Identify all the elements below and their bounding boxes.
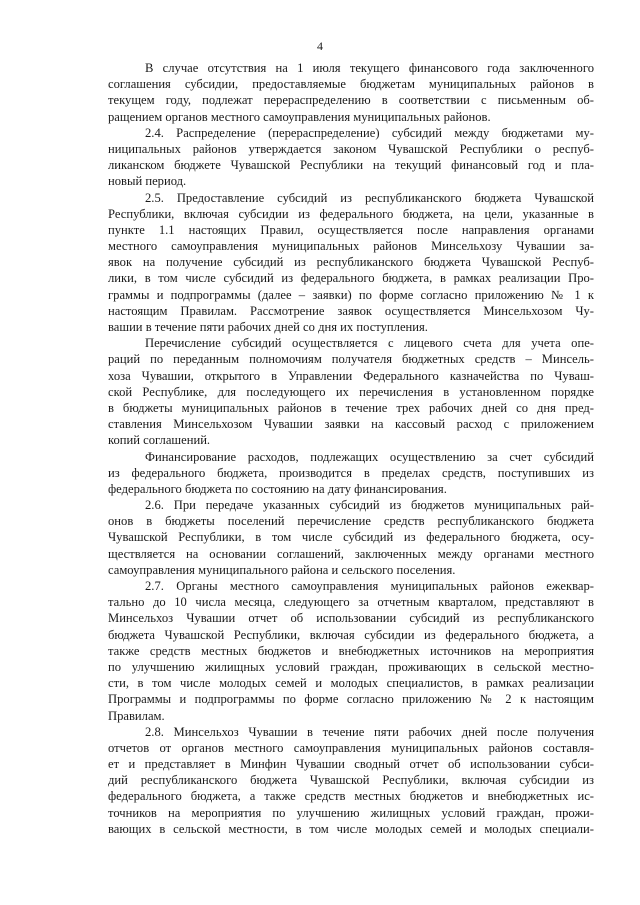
text-line: раций по переданным полномочиям получателя бюджетных средств – Минсель- (108, 352, 594, 367)
text-line: федерального бюджета по состоянию на дату финансирования. (108, 481, 447, 496)
text-line: В случае отсутствия на 1 июля текущего финансового года заключенного (145, 61, 594, 75)
paragraph-2-5 (108, 190, 594, 336)
text-line: соглашения субсидии, предоставляемые бюджетам муниципальных районов в (108, 77, 594, 92)
text-line: федерального бюджета, а также средств местных бюджетов и внебюджетных ис- (108, 789, 594, 804)
text-line: из федерального бюджета, производится в пределах средств, поступивших из (108, 465, 594, 480)
text-line: ет и представляет в Минфин Чувашии сводный отчет об использовании субси- (108, 757, 594, 772)
text-line: 2.4. Распределение (перераспределение) субсидий между бюджетами му- (145, 125, 594, 140)
text-line: сти, в том числе молодых семей и молодых специалистов, в рамках реализации (108, 676, 594, 691)
text-line: по улучшению жилищных условий граждан, проживающих в сельской местно- (108, 659, 594, 674)
text-line: ставления Минсельхозом Чувашии заявки на кассовый расход с приложением (108, 417, 594, 432)
text-line: ниципальных районов утверждается законом Чувашской Республики о респуб- (108, 141, 594, 156)
text-line: местного самоуправления муниципальных районов Минсельхозу Чувашии за- (108, 239, 594, 254)
paragraph-2-8 (108, 724, 594, 837)
text-line: ликанском бюджете Чувашской Республики на текущий финансовый год и пла- (108, 158, 594, 173)
text-line: точников на мероприятия по улучшению жилищных условий граждан, прожи- (108, 805, 594, 820)
text-line: 2.7. Органы местного самоуправления муниципальных районов ежеквар- (145, 579, 594, 593)
text-line: Правилам. (108, 708, 165, 723)
text-line: пункте 1.1 настоящих Правил, осуществляется после направления органами (108, 222, 594, 237)
text-line: самоуправления муниципального района и сельского поселения. (108, 562, 456, 577)
text-line: настоящим Правилам. Рассмотрение заявок осуществляется Минсельхозом Чу- (108, 303, 594, 318)
text-line: ращением органов местного самоуправления муниципальных районов. (108, 109, 491, 124)
paragraph-no-contract (108, 60, 594, 125)
text-line: 2.5. Предоставление субсидий из республиканского бюджета Чувашской (145, 190, 594, 205)
text-line: лики, в том числе субсидий из федерального бюджета, в рамках реализации Про- (108, 271, 594, 286)
text-line: Чувашской Республики, в том числе субсидий из федерального бюджета, осу- (108, 530, 594, 545)
text-line: также средств местных бюджетов и внебюджетных источников на мероприятия (108, 643, 594, 658)
paragraph-transfer (108, 335, 594, 448)
text-line: Перечисление субсидий осуществляется с лицевого счета для учета опе- (145, 336, 594, 351)
text-line: в бюджеты муниципальных районов в течение трех рабочих дней со дня пред- (108, 400, 594, 415)
text-line: отчетов от органов местного самоуправления муниципальных районов составля- (108, 740, 594, 755)
body-text (108, 60, 594, 837)
text-line: текущем году, подлежат перераспределению в соответствии с письменным об- (108, 93, 594, 108)
text-line: Минсельхоз Чувашии отчет об использовании субсидий из республиканского (108, 611, 594, 626)
text-line: тально до 10 числа месяца, следующего за отчетным кварталом, представляют в (108, 595, 594, 610)
text-line: граммы и подпрограммы (далее – заявки) по форме согласно приложению № 1 к (108, 287, 594, 302)
paragraph-2-6 (108, 497, 594, 578)
text-line: явок на получение субсидий из республиканского бюджета Чувашской Респуб- (108, 255, 594, 270)
paragraph-2-4 (108, 125, 594, 190)
text-line: дий республиканского бюджета Чувашской Республики, включая субсидии из (108, 773, 594, 788)
text-line: вашии в течение пяти рабочих дней со дня их поступления. (108, 320, 428, 334)
text-line: ществляется на основании соглашений, заключенных между органами местного (108, 546, 594, 561)
text-line: хоза Чувашии, открытого в Управлении Федерального казначейства по Чуваш- (108, 368, 594, 383)
text-line: копий соглашений. (108, 433, 211, 448)
page-number: 4 (317, 39, 323, 53)
text-line: ской Республике, для последующего их перечисления в установленном порядке (108, 384, 594, 399)
paragraph-financing (108, 449, 594, 498)
paragraph-2-7 (108, 578, 594, 724)
text-line: Финансирование расходов, подлежащих осуществлению за счет субсидий (145, 449, 594, 464)
text-line: бюджета Чувашской Республики, включая субсидии из федерального бюджета, а (108, 627, 594, 642)
text-line: онов в бюджеты поселений перечисление средств республиканского бюджета (108, 514, 594, 529)
text-line: 2.8. Минсельхоз Чувашии в течение пяти рабочих дней после получения (145, 724, 594, 739)
text-line: Программы и подпрограммы по форме согласно приложению № 2 к настоящим (108, 692, 594, 707)
text-line: вающих в сельской местности, в том числе молодых семей и молодых специали- (108, 821, 594, 836)
text-line: Республики, включая субсидии из федерального бюджета, на цели, указанные в (108, 206, 594, 221)
text-line: 2.6. При передаче указанных субсидий из бюджетов муниципальных рай- (145, 498, 594, 513)
text-line: новый период. (108, 174, 187, 189)
